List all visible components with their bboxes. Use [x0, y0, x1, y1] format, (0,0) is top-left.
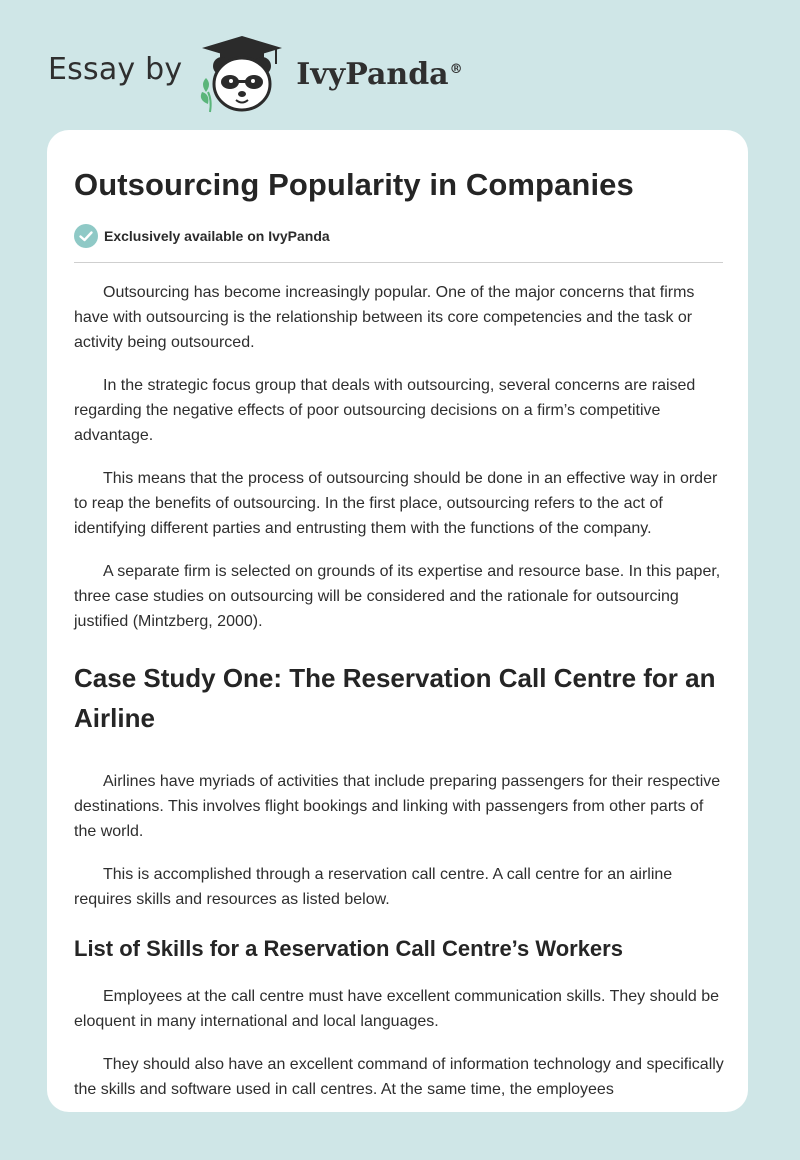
- exclusive-badge: [74, 224, 724, 248]
- paragraph: A separate firm is selected on grounds of its expertise and resource base. In this paper, three case studies on outsourcing will be considered and the rationale for outsourcing justified (Mintzberg, 2000).: [74, 563, 721, 630]
- section-heading-case-study-one: Case Study One: The Reservation Call Centre for an Airline: [74, 663, 716, 733]
- paragraph: Employees at the call centre must have excellent communication skills. They should be eloquent in many international and local languages.: [74, 988, 720, 1030]
- essay-content: [74, 130, 724, 1102]
- exclusive-badge-text: Exclusively available on IvyPanda: [104, 228, 330, 244]
- paragraph: Airlines have myriads of activities that include preparing passengers for their respective destinations. This involves flight bookings and linking with passengers from other parts of the world.: [74, 773, 721, 840]
- site-header: [48, 34, 463, 114]
- subsection-heading-skills: List of Skills for a Reservation Call Centre’s Workers: [74, 936, 623, 961]
- brand-text: IvyPanda: [296, 56, 449, 92]
- essay-card: [47, 130, 748, 1112]
- paragraph: Outsourcing has become increasingly popular. One of the major concerns that firms have with outsourcing is the relationship between its core competencies and the task or activity being outsourced.: [74, 284, 695, 351]
- paragraph: This is accomplished through a reservation call centre. A call centre for an airline requires skills and resources as listed below.: [74, 866, 673, 908]
- ivypanda-logo-icon[interactable]: [196, 34, 288, 114]
- essay-title: Outsourcing Popularity in Companies: [74, 167, 634, 202]
- paragraph: In the strategic focus group that deals with outsourcing, several concerns are raised regarding the negative effects of poor outsourcing decisions on a firm’s competitive advantage.: [74, 377, 696, 444]
- essay-by-label: Essay by: [48, 51, 183, 87]
- paragraph: This means that the process of outsourcing should be done in an effective way in order to reap the benefits of outsourcing. In the first place, outsourcing refers to the act of identifying different parties and entrusting them with the functions of the company.: [74, 470, 718, 537]
- brand-name[interactable]: [296, 57, 462, 92]
- paragraph: They should also have an excellent command of information technology and specifically the skills and software used in call centres. At the same time, the employees: [74, 1056, 724, 1098]
- registered-mark: ®: [449, 61, 463, 77]
- checkmark-badge-icon: [74, 224, 98, 248]
- title-divider: [74, 262, 723, 263]
